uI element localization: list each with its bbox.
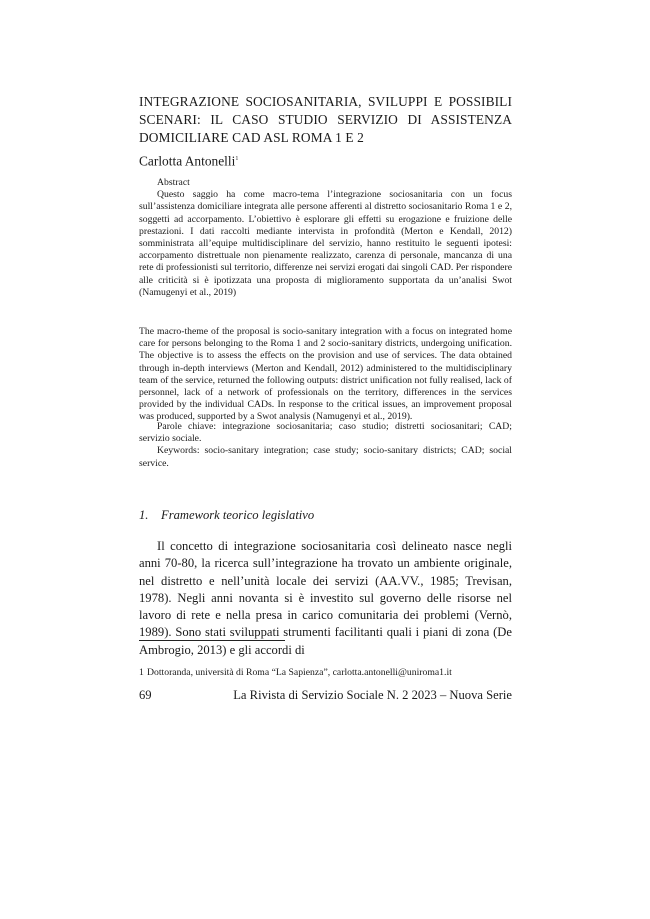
section-title: Framework teorico legislativo <box>161 508 315 522</box>
section-heading <box>139 507 314 523</box>
footnote-number: 1 <box>139 667 144 678</box>
page-number: 69 <box>139 688 152 702</box>
keywords-english: Keywords: socio-sanitary integration; case study; socio-sanitary districts; CAD; social service. <box>139 445 512 469</box>
article-title: INTEGRAZIONE SOCIOSANITARIA, SVILUPPI E POSSIBILI SCENARI: IL CASO STUDIO SERVIZIO DI ASSISTENZA DOMICILIARE CAD ASL ROMA 1 E 2 <box>139 94 512 145</box>
abstract-english: The macro-theme of the proposal is socio-sanitary integration with a focus on integrated home care for persons belonging to the Roma 1 and 2 socio-sanitary districts, undergoing unification. The objective is to assess the effects on the provision and use of services. The data obtained through in-depth interviews (Merton and Kendall, 2012) administered to the multidisciplinary team of the service, returned the following outputs: district unification not fully realised, lack of personnel, lack of a network of professionals on the territory, differences in the services provided by the individual CADs. In response to the critical issues, an improvement proposal was produced, supported by a Swot analysis (Namugenyi et al., 2019). <box>139 326 512 423</box>
body-paragraph: Il concetto di integrazione sociosanitaria così delineato nasce negli anni 70-80, la ricerca sull’integrazione ha trovato un ambiente originale, nel distretto e nell’unità locale dei servizi (AA.VV., 1985; Trevisan, 1978). Negli anni novanta si è investito sul governo delle risorse nel lavoro di rete e nella presa in carico comunitaria dei problemi (Vernò, 1989). Sono stati sviluppati strumenti facilitanti quali i piani di zona (De Ambrogio, 2013) e gli accordi di <box>139 539 512 657</box>
keywords-section <box>139 421 512 470</box>
footnote-divider <box>139 640 285 641</box>
author-footnote-marker: 1 <box>235 156 239 162</box>
journal-name: La Rivista di Servizio Sociale N. 2 2023 – Nuova Serie <box>233 688 512 702</box>
section-number: 1. <box>139 508 149 522</box>
footnote <box>139 667 539 679</box>
footnote-text: Dottoranda, università di Roma “La Sapienza”, carlotta.antonelli@uniroma1.it <box>147 667 452 678</box>
abstract-section <box>139 177 512 299</box>
keywords-italian: Parole chiave: integrazione sociosanitaria; caso studio; distretti sociosanitari; CAD; servizio sociale. <box>139 421 512 445</box>
abstract-label: Abstract <box>157 177 190 188</box>
author-line <box>139 151 238 169</box>
author-name: Carlotta Antonelli <box>139 153 236 169</box>
abstract-italian: Questo saggio ha come macro-tema l’integrazione sociosanitaria con un focus sull’assistenza domiciliare integrata alle persone afferenti al distretto sociosanitario Roma 1 e 2, soggetti ad accorpamento. L’obiettivo è esplorare gli effetti su erogazione e fruizione delle prestazioni. I dati raccolti mediante intervista in profondità (Merton e Kendall, 2012) somministrata all’equipe multidisciplinare del servizio, hanno restituito le seguenti ipotesi: accorpamento distrettuale non pienamente realizzato, carenza di personale, mancanza di una rete di professionisti sul territorio, differenze nei servizi erogati dai singoli CAD. Per rispondere alle criticità si è ipotizzata una proposta di miglioramento supportata da un’analisi Swot (Namugenyi et al., 2019) <box>139 189 512 298</box>
